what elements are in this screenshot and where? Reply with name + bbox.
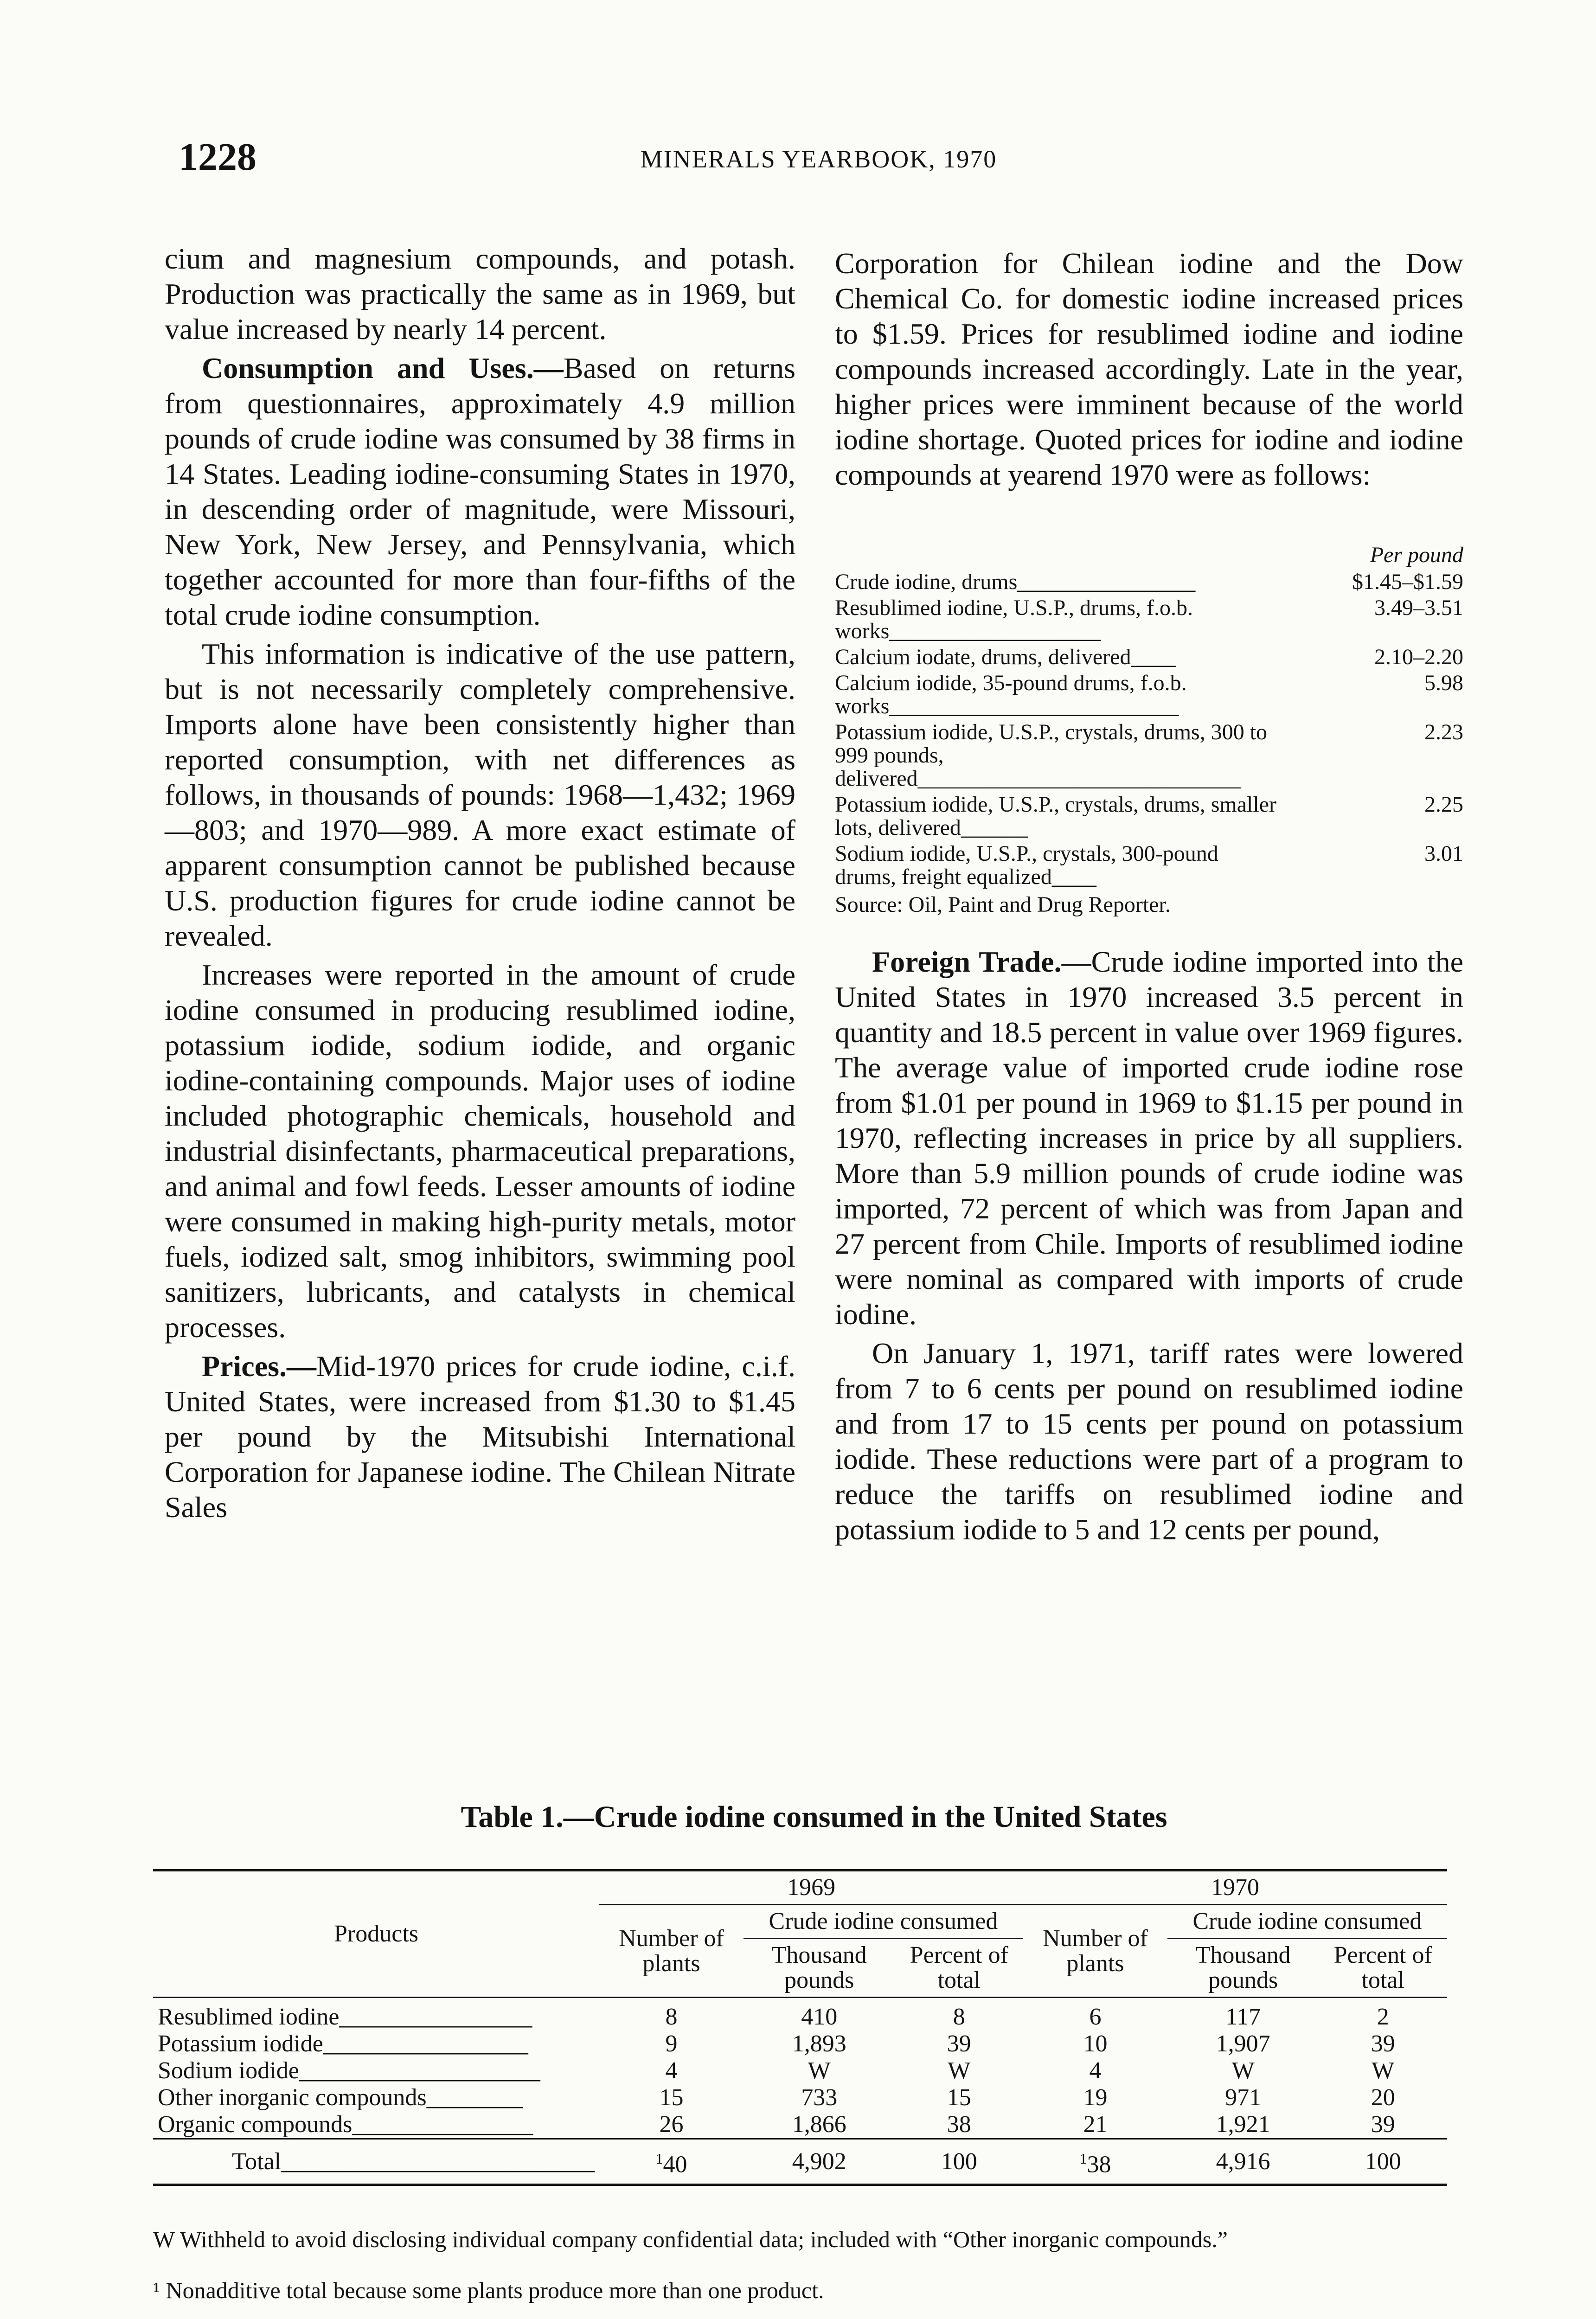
footnote-mark: 1 <box>655 2150 663 2167</box>
running-title: MINERALS YEARBOOK, 1970 <box>640 145 997 173</box>
group-header: Crude iodine consumed <box>744 1905 1023 1939</box>
price-row: Calcium iodide, 35-pound drums, f.o.b. works__________________________ 5.98 <box>835 671 1463 718</box>
price-row: Resublimed iodine, U.S.P., drums, f.o.b. works___________________ 3.49–3.51 <box>835 596 1463 643</box>
paragraph: Consumption and Uses.—Based on returns from questionnaires, approximately 4.9 million pounds of crude iodine was consumed by 38 firms in 14 States. Leading iodine-consuming States in 1970, in descending order of magnitude, were Missouri, New York, New Jersey, and Pennsylvania, which together accounted for more than four-fifths of the total crude iodine consumption. <box>165 352 795 631</box>
price-list <box>835 544 1463 916</box>
total-row: Total__________________________ $^1$40 4,902 100 $^1$38 4,916 100 <box>153 2139 1447 2185</box>
group-header: Crude iodine consumed <box>1167 1905 1447 1939</box>
col-header: Number of plants <box>1043 1925 1148 1977</box>
left-column <box>165 241 795 1529</box>
price-row: Calcium iodate, drums, delivered____ 2.10–2.20 <box>835 645 1463 669</box>
table-title: Table 1.—Crude iodine consumed in the United States <box>461 1800 1167 1834</box>
table-row: Other inorganic compounds________ 15 733 15 19 971 20 <box>158 2084 1395 2111</box>
paragraph: Corporation for Chilean iodine and the Dow Chemical Co. for domestic iodine increased prices to $1.59. Prices for resublimed iodine and iodine compounds increased accordingly. Late in the year, higher prices were imminent because of the world iodine shortage. Quoted prices for iodine and iodine compounds at yearend 1970 were as follows: <box>835 247 1463 491</box>
section-lead: Prices.— <box>202 1350 316 1383</box>
col-header: Percent of total <box>1333 1942 1432 1993</box>
price-row: Sodium iodide, U.S.P., crystals, 300-pound drums, freight equalized____ 3.01 <box>835 841 1463 889</box>
price-source: Source: Oil, Paint and Drug Reporter. <box>835 892 1171 917</box>
col-header: Thousand pounds <box>771 1942 867 1993</box>
page-number: 1228 <box>179 135 256 179</box>
year-header: 1970 <box>1023 1871 1447 1905</box>
col-header: Number of plants <box>619 1925 724 1977</box>
col-header: Percent of total <box>910 1942 1008 1993</box>
paragraph: This information is indicative of the use pattern, but is not necessarily completely comprehensive. Imports alone have been consistently higher than reported consumption, with net differences as follows, in thousands of pounds: 1968—1,432; 1969—803; and 1970—989. A more exact estimate of apparent consumption cannot be published because U.S. production figures for crude iodine cannot be revealed. <box>165 637 795 952</box>
paragraph: Foreign Trade.—Crude iodine imported into the United States in 1970 increased 3.5 percent in quantity and 18.5 percent in value over 1969 figures. The average value of imported crude iodine rose from $1.01 per pound in 1969 to $1.15 per pound in 1970, reflecting increases in price by all suppliers. More than 5.9 million pounds of crude iodine was imported, 72 percent of which was from Japan and 27 percent from Chile. Imports of resublimed iodine were nominal as compared with imports of crude iodine. <box>835 945 1464 1331</box>
paragraph: On January 1, 1971, tariff rates were lowered from 7 to 6 cents per pound on resublimed iodine and from 17 to 15 cents per pound on potassium iodide. These reductions were part of a program to reduce the tariffs on resublimed iodine and potassium iodide to 5 and 12 cents per pound, <box>835 1337 1463 1546</box>
table-row: Sodium iodide____________________ 4 W W 4 W W <box>158 2057 1395 2084</box>
footnote-withheld: W Withheld to avoid disclosing individual company confidential data; included with “Other inorganic compounds.” <box>153 2226 1228 2252</box>
col-header: Thousand pounds <box>1195 1942 1291 1993</box>
paragraph: Prices.—Mid-1970 prices for crude iodine, c.i.f. United States, were increased from $1.30 to $1.45 per pound by the Mitsubishi International Corporation for Japanese iodine. The Chilean Nitrate Sales <box>165 1350 795 1524</box>
table-row: Resublimed iodine________________ 8 410 8 6 117 2 <box>153 1998 1447 2031</box>
price-list-header: Per pound <box>1370 543 1463 567</box>
paragraph: cium and magnesium compounds, and potash. Production was practically the same as in 1969, but value increased by nearly 14 percent. <box>165 242 795 346</box>
page-header <box>179 135 1459 190</box>
table-row: Organic compounds_______________ 26 1,866 38 21 1,921 39 <box>158 2111 1395 2138</box>
footnote-nonadditive: ¹ Nonadditive total because some plants produce more than one product. <box>153 2277 824 2303</box>
section-lead: Consumption and Uses.— <box>202 352 564 384</box>
consumption-table <box>153 1869 1447 2186</box>
paragraph: Increases were reported in the amount of crude iodine consumed in producing resublimed iodine, potassium iodide, sodium iodide, and organic iodine-containing compounds. Major uses of iodine included photographic chemicals, household and industrial disinfectants, pharmaceutical preparations, and animal and fowl feeds. Lesser amounts of iodine were consumed in making high-purity metals, motor fuels, iodized salt, smog inhibitors, swimming pool sanitizers, lubricants, and catalysts in chemical processes. <box>165 958 795 1344</box>
year-header: 1969 <box>599 1871 1023 1905</box>
right-column <box>835 246 1463 1551</box>
price-row: Potassium iodide, U.S.P., crystals, drums, 300 to 999 pounds, delivered_____________________________ 2.23 <box>835 720 1463 791</box>
section-lead: Foreign Trade.— <box>872 945 1091 978</box>
products-header: Products <box>153 1871 599 1998</box>
table-row: Potassium iodide_________________ 9 1,893 39 10 1,907 39 <box>158 2031 1395 2057</box>
footnote-mark: 1 <box>1079 2150 1087 2167</box>
price-row: Crude iodine, drums________________ $1.45–$1.59 <box>835 570 1463 594</box>
price-row: Potassium iodide, U.S.P., crystals, drums, smaller lots, delivered______ 2.25 <box>835 792 1463 840</box>
